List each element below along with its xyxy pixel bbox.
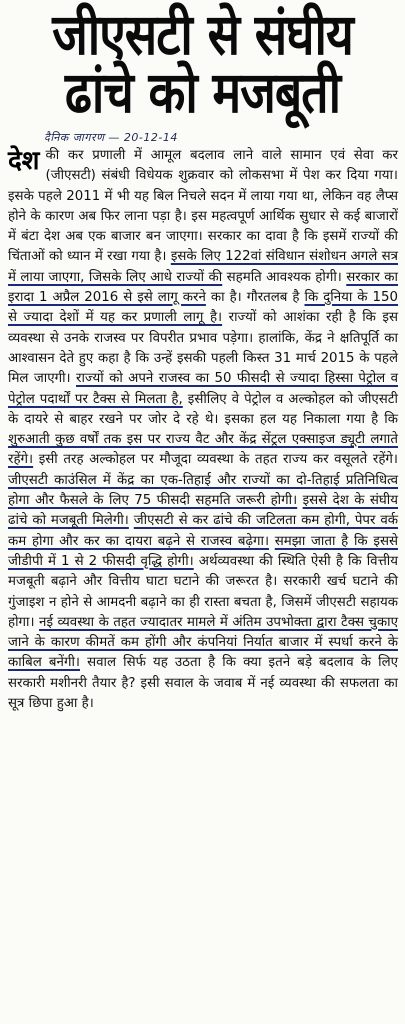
article-body [8,146,398,714]
headline-line-1: जीएसटी से संघीय [52,1,353,69]
underlined-text: राज्यों को अपने राजस्व का 50 फीसदी से ज्यादा हिस्सा पेट्रोल व पेट्रोल पदार्थों पर टैक्स से मिलता है, [8,371,398,407]
underlined-text: कि दुनिया के 150 से ज्यादा देशों में यह कर प्रणाली लागू है। [8,290,399,326]
underlined-text: इससे देश के संघीय ढांचे को मजबूती मिलेगी। [8,493,399,529]
underlined-text: शुरुआती कुछ वर्षों तक इस पर राज्य वैट और केंद्र सेंट्रल एक्साइज ड्यूटी लगाते रहेंगे। [8,432,398,468]
underlined-text: नई व्यवस्था के तहत ज्यादातर मामले में अंतिम उपभोक्ता द्वारा टैक्स चुकाए जाने के कारण कीमतें कम होंगी और कंपनियां निर्यात बाजार में स्पर्धा करने के काबिल बनेंगी। [8,614,398,671]
dropcap: देश [8,146,40,176]
body-text: अर्थव्यवस्था की स्थिति ऐसी है कि वित्तीय मजबूती बढ़ाने और वित्तीय घाटा घटाने की जरूरत है। सरकारी खर्च घटाने की गुंजाइश न होने से आमदनी बढ़ाने का ही रास्ता बचता है, जिसमें जीएसटी सहायक होगा। [8,553,398,630]
headline-line-2: ढांचे को मजबूती [64,59,341,127]
body-text: सवाल सिर्फ यह उठता है कि क्या इतने बड़े बदलाव के लिए सरकारी मशीनरी तैयार है? इसी सवाल के जवाब में नई व्यवस्था की सफलता का सूत्र छिपा हुआ है। [8,655,399,712]
underlined-text: सरकार का इरादा 1 अप्रैल 2016 से इसे लागू करने [8,269,398,306]
body-text: इसी तरह अल्कोहल पर मौजूदा व्यवस्था के तहत राज्य कर वसूलते रहेंगे। [33,452,398,468]
body-text: का है। गौरतलब है [205,290,305,306]
underlined-text: इसके लिए 122वां संविधान संशोधन अगले सत्र में लाया जाएगा, जिसके लिए आधे राज्यों की [8,249,399,285]
underlined-text: जीएसटी काउंसिल में केंद्र का एक-तिहाई और राज्यों का दो-तिहाई प्रतिनिधित्व होगा और फैसले के लिए 75 फीसदी सहमति जरूरी होगी। [8,472,398,509]
handwritten-dateline: दैनिक जागरण — 20-12-14 [44,131,178,144]
underlined-text: जीएसटी से कर ढांचे की जटिलता कम होगी, पेपर वर्क कम होगा और कर का दायरा बढ़ने से राजस्व बढ़ेगा। [8,513,398,549]
underlined-text: समझा जाता है कि इससे जीडीपी में 1 से 2 फीसदी वृद्धि होगी। [8,533,398,569]
body-text: की कर प्रणाली में आमूल बदलाव लाने वाले सामान एवं सेवा कर (जीएसटी) संबंधी विधेयक शुक्रवार को लोकसभा में पेश कर दिया गया। इसके पहले 2011 में भी यह बिल निचले सदन में लाया गया था, लेकिन वह लैप्स होने के कारण अब फिर लाना पड़ा है। इस महत्वपूर्ण आर्थिक सुधार से कई बाजारों में बंटा देश अब एक बाजार बन जाएगा। सरकार का दावा है कि इसमें राज्यों की चिंताओं को ध्यान में रखा गया है। [8,148,398,265]
body-text: इसीलिए वे पेट्रोल व अल्कोहल को जीएसटी के दायरे से बाहर रखने पर जोर दे रहे थे। इसका हल यह निकाला गया है कि [8,391,398,427]
headline [0,0,405,127]
body-text: राज्यों को आशंका रही है कि इस व्यवस्था से उनके राजस्व पर विपरीत प्रभाव पड़ेगा। हालांकि, केंद्र ने क्षतिपूर्ति का आश्वासन देते हुए कहा है कि उन्हें इसकी पहली किस्त 31 मार्च 2015 के पहले मिल जाएगी। [8,310,398,387]
article-paragraph [8,146,398,714]
body-text: सहमति आवश्यक होगी। [222,269,347,285]
